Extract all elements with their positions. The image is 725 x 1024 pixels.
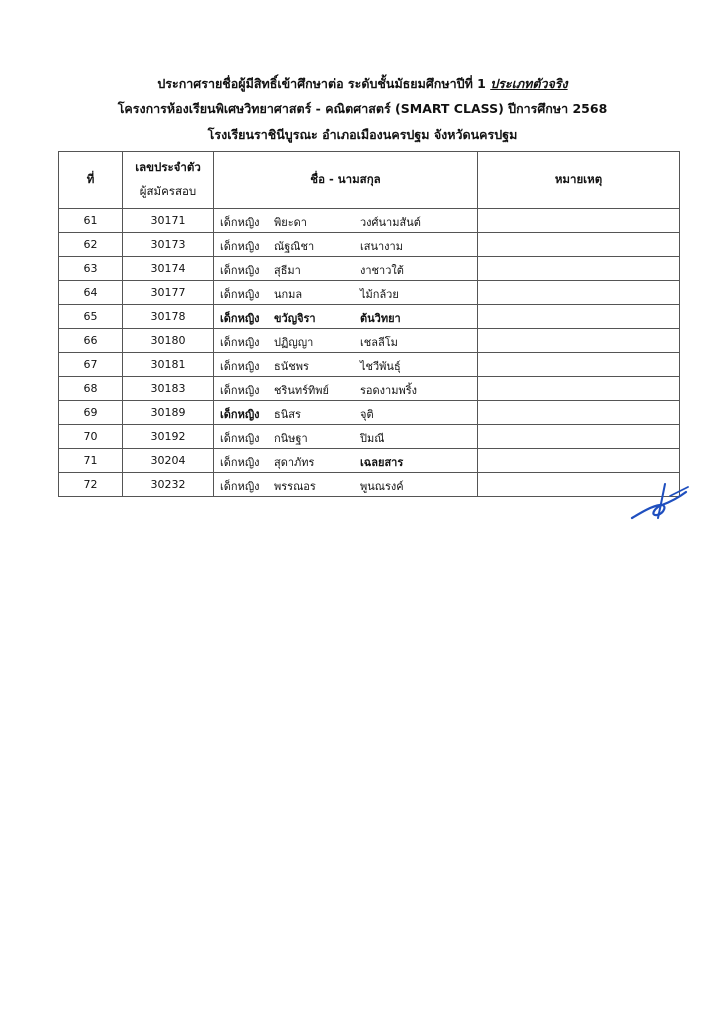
name-title: เด็กหญิง <box>220 312 260 325</box>
header-no: ที่ <box>59 152 123 209</box>
cell-note <box>478 377 680 401</box>
cell-id: 30174 <box>123 257 214 281</box>
name-title: เด็กหญิง <box>220 456 260 469</box>
first-name: กนิษฐา <box>274 432 308 445</box>
cell-no: 67 <box>59 353 123 377</box>
cell-note <box>478 329 680 353</box>
cell-id: 30183 <box>123 377 214 401</box>
first-name: พรรณอร <box>274 480 316 493</box>
cell-name <box>214 305 478 329</box>
last-name: พูนณรงค์ <box>360 480 404 493</box>
last-name: เฉลยสาร <box>360 456 404 469</box>
last-name: เชลลีโม <box>360 336 398 349</box>
cell-name <box>214 401 478 425</box>
cell-no: 72 <box>59 473 123 497</box>
school-title: โรงเรียนราชินีบูรณะ อำเภอเมืองนครปฐม จังหวัดนครปฐม <box>207 127 518 142</box>
first-name: ชรินทร์ทิพย์ <box>274 384 329 397</box>
cell-id: 30189 <box>123 401 214 425</box>
table-row <box>59 209 680 233</box>
name-title: เด็กหญิง <box>220 264 260 277</box>
last-name: ต้นวิทยา <box>360 312 401 325</box>
last-name: จุติ <box>360 408 374 421</box>
cell-name <box>214 281 478 305</box>
program-title: โครงการห้องเรียนพิเศษวิทยาศาสตร์ - คณิตศาสตร์ (SMART CLASS) ปีการศึกษา 2568 <box>117 101 608 116</box>
last-name: รอดงามพริ้ง <box>360 384 417 397</box>
cell-no: 66 <box>59 329 123 353</box>
name-title: เด็กหญิง <box>220 408 260 421</box>
cell-note <box>478 209 680 233</box>
last-name: ปิมณี <box>360 432 385 445</box>
cell-no: 71 <box>59 449 123 473</box>
table-row <box>59 257 680 281</box>
cell-no: 64 <box>59 281 123 305</box>
name-title: เด็กหญิง <box>220 288 260 301</box>
cell-id: 30181 <box>123 353 214 377</box>
cell-no: 69 <box>59 401 123 425</box>
cell-name <box>214 449 478 473</box>
cell-note <box>478 425 680 449</box>
name-title: เด็กหญิง <box>220 384 260 397</box>
cell-no: 62 <box>59 233 123 257</box>
cell-note <box>478 281 680 305</box>
first-name: ธนัชพร <box>274 360 309 373</box>
cell-name <box>214 329 478 353</box>
first-name: ธนิสร <box>274 408 301 421</box>
cell-no: 68 <box>59 377 123 401</box>
table-row <box>59 401 680 425</box>
name-title: เด็กหญิง <box>220 216 260 229</box>
first-name: ปฏิญญา <box>274 336 314 349</box>
name-title: เด็กหญิง <box>220 432 260 445</box>
cell-name <box>214 377 478 401</box>
name-title: เด็กหญิง <box>220 480 260 493</box>
cell-id: 30171 <box>123 209 214 233</box>
cell-note <box>478 305 680 329</box>
cell-note <box>478 449 680 473</box>
announcement-title-main: ประกาศรายชื่อผู้มีสิทธิ์เข้าศึกษาต่อ ระดับชั้นมัธยมศึกษาปีที่ 1 <box>157 76 491 91</box>
cell-no: 70 <box>59 425 123 449</box>
header-id-line1: เลขประจำตัว <box>135 160 201 174</box>
first-name: สุธีมา <box>274 264 301 277</box>
header-id <box>123 152 214 209</box>
cell-note <box>478 401 680 425</box>
first-name: นกมล <box>274 288 303 301</box>
name-title: เด็กหญิง <box>220 336 260 349</box>
cell-id: 30173 <box>123 233 214 257</box>
table-row <box>59 281 680 305</box>
cell-name <box>214 353 478 377</box>
header-id-line2: ผู้สมัครสอบ <box>139 184 197 198</box>
cell-note <box>478 257 680 281</box>
table-header-row <box>59 152 680 209</box>
cell-name <box>214 233 478 257</box>
header-note: หมายเหตุ <box>478 152 680 209</box>
signature-icon <box>630 478 690 524</box>
cell-id: 30180 <box>123 329 214 353</box>
cell-no: 63 <box>59 257 123 281</box>
cell-note <box>478 233 680 257</box>
table-row <box>59 233 680 257</box>
table-row <box>59 305 680 329</box>
cell-no: 65 <box>59 305 123 329</box>
cell-name <box>214 473 478 497</box>
cell-name <box>214 257 478 281</box>
table-row <box>59 329 680 353</box>
cell-id: 30232 <box>123 473 214 497</box>
last-name: วงศ์นามสันต์ <box>360 216 421 229</box>
last-name: ไม้กล้วย <box>360 288 399 301</box>
table-row <box>59 449 680 473</box>
first-name: ณัฐณิชา <box>274 240 315 253</box>
cell-id: 30204 <box>123 449 214 473</box>
cell-id: 30178 <box>123 305 214 329</box>
cell-no: 61 <box>59 209 123 233</box>
cell-id: 30177 <box>123 281 214 305</box>
cell-name <box>214 425 478 449</box>
name-title: เด็กหญิง <box>220 240 260 253</box>
first-name: พิยะดา <box>274 216 307 229</box>
cell-note <box>478 353 680 377</box>
student-list-table <box>58 151 680 497</box>
announcement-title-type: ประเภทตัวจริง <box>490 76 568 91</box>
first-name: ขวัญจิรา <box>274 312 316 325</box>
cell-name <box>214 209 478 233</box>
first-name: สุดาภัทร <box>274 456 315 469</box>
last-name: ไชวีพันธุ์ <box>360 360 401 373</box>
cell-id: 30192 <box>123 425 214 449</box>
table-row <box>59 473 680 497</box>
table-row <box>59 353 680 377</box>
name-title: เด็กหญิง <box>220 360 260 373</box>
last-name: งาชาวใต้ <box>360 264 404 277</box>
announcement-title <box>0 74 725 94</box>
table-row <box>59 425 680 449</box>
header-name: ชื่อ - นามสกุล <box>214 152 478 209</box>
last-name: เสนางาม <box>360 240 403 253</box>
table-row <box>59 377 680 401</box>
